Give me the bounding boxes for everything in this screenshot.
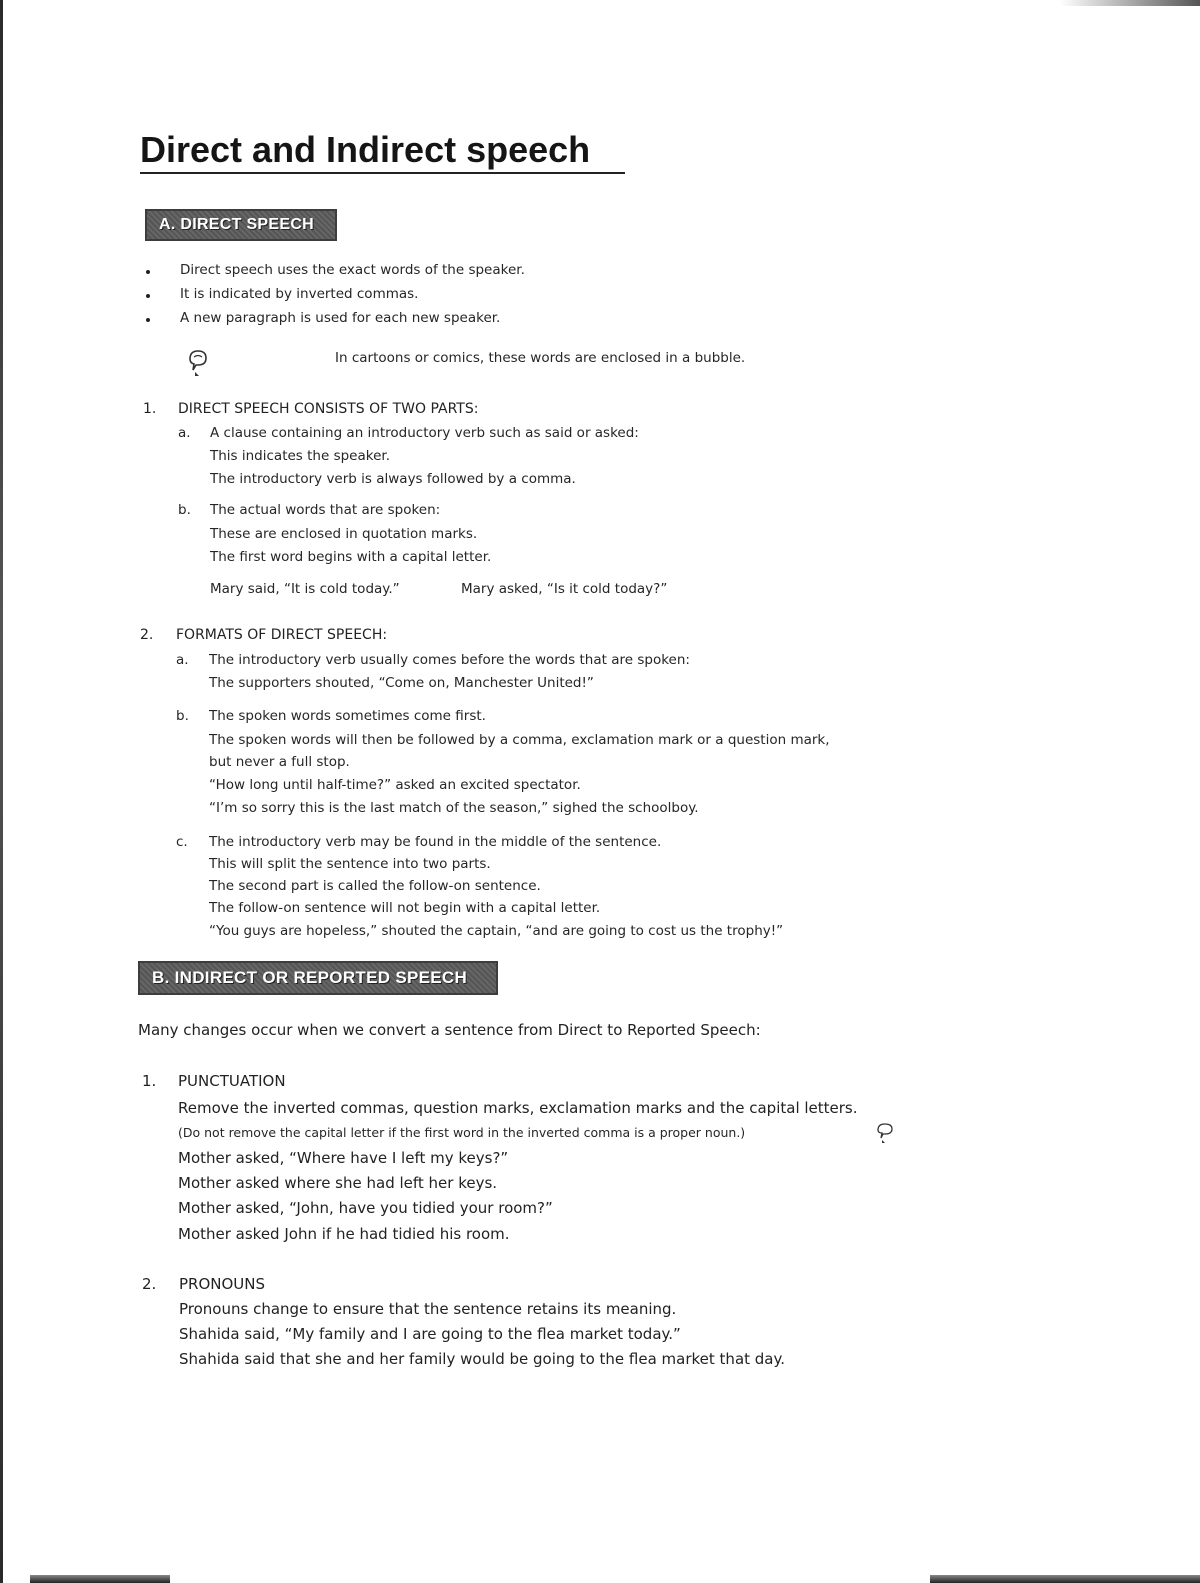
- text-line: “I’m so sorry this is the last match of the season,” sighed the schoolboy.: [209, 800, 699, 816]
- item-heading: FORMATS OF DIRECT SPEECH:: [176, 627, 388, 643]
- scan-edge-top: [1060, 0, 1200, 6]
- text-line: The supporters shouted, “Come on, Manchester United!”: [209, 675, 594, 691]
- text-line: The first word begins with a capital letter.: [210, 549, 492, 565]
- bullet-text: Direct speech uses the exact words of the speaker.: [180, 262, 525, 278]
- example-line: Mary asked, “Is it cold today?”: [461, 581, 668, 597]
- text-line: These are enclosed in quotation marks.: [210, 526, 478, 542]
- text-line: The introductory verb may be found in the middle of the sentence.: [209, 834, 662, 850]
- text-line: A clause containing an introductory verb such as said or asked:: [210, 425, 639, 441]
- sub-letter: b.: [178, 502, 191, 518]
- section-b-intro: Many changes occur when we convert a sentence from Direct to Reported Speech:: [138, 1021, 761, 1039]
- text-line: The follow-on sentence will not begin with a capital letter.: [209, 900, 601, 916]
- text-line: (Do not remove the capital letter if the first word in the inverted comma is a proper noun.): [178, 1125, 746, 1140]
- text-line: This will split the sentence into two parts.: [209, 856, 491, 872]
- scan-edge-bottom-left: [30, 1575, 170, 1583]
- text-line: Pronouns change to ensure that the sentence retains its meaning.: [179, 1300, 677, 1318]
- bullet-text: It is indicated by inverted commas.: [180, 286, 419, 302]
- speech-bubble-icon: [874, 1121, 896, 1145]
- page-title: Direct and Indirect speech: [140, 129, 591, 170]
- text-line: The actual words that are spoken:: [210, 502, 441, 518]
- text-line: Mother asked John if he had tidied his room.: [178, 1225, 510, 1243]
- text-line: The introductory verb is always followed by a comma.: [210, 471, 576, 487]
- text-line: Shahida said that she and her family would be going to the flea market that day.: [179, 1350, 785, 1368]
- item-heading: PRONOUNS: [179, 1275, 266, 1293]
- example-line: Mary said, “It is cold today.”: [210, 581, 400, 597]
- section-a-label: A. DIRECT SPEECH: [145, 209, 337, 241]
- item-heading: DIRECT SPEECH CONSISTS OF TWO PARTS:: [178, 401, 479, 417]
- bullet-icon: [146, 318, 150, 322]
- item-number: 1.: [143, 401, 157, 417]
- text-line: This indicates the speaker.: [210, 448, 390, 464]
- item-number: 2.: [142, 1275, 157, 1293]
- bubble-note: In cartoons or comics, these words are enclosed in a bubble.: [335, 350, 746, 366]
- title-underline: [140, 172, 625, 174]
- sub-letter: c.: [176, 834, 188, 850]
- bullet-text: A new paragraph is used for each new speaker.: [180, 310, 501, 326]
- text-line: Mother asked, “Where have I left my keys?”: [178, 1149, 509, 1167]
- text-line: Shahida said, “My family and I are going to the flea market today.”: [179, 1325, 681, 1343]
- scan-edge-bottom-right: [930, 1575, 1200, 1583]
- text-line: “You guys are hopeless,” shouted the captain, “and are going to cost us the trophy!”: [209, 923, 784, 939]
- text-line: Mother asked, “John, have you tidied your room?”: [178, 1199, 553, 1217]
- sub-letter: b.: [176, 708, 189, 724]
- sub-letter: a.: [176, 652, 189, 668]
- speech-bubble-icon: [185, 348, 211, 378]
- scan-edge-left: [0, 0, 3, 1583]
- bullet-icon: [146, 270, 150, 274]
- text-line: The spoken words sometimes come first.: [209, 708, 486, 724]
- item-number: 2.: [140, 627, 154, 643]
- text-line: “How long until half-time?” asked an excited spectator.: [209, 777, 581, 793]
- text-line: but never a full stop.: [209, 754, 350, 770]
- bullet-icon: [146, 294, 150, 298]
- item-number: 1.: [142, 1072, 157, 1090]
- text-line: The introductory verb usually comes before the words that are spoken:: [209, 652, 690, 668]
- section-b-label: B. INDIRECT OR REPORTED SPEECH: [138, 961, 498, 995]
- text-line: Remove the inverted commas, question marks, exclamation marks and the capital letters.: [178, 1099, 858, 1117]
- sub-letter: a.: [178, 425, 191, 441]
- text-line: The second part is called the follow-on sentence.: [209, 878, 541, 894]
- item-heading: PUNCTUATION: [178, 1072, 286, 1090]
- text-line: The spoken words will then be followed by a comma, exclamation mark or a question mark,: [209, 732, 830, 748]
- text-line: Mother asked where she had left her keys.: [178, 1174, 498, 1192]
